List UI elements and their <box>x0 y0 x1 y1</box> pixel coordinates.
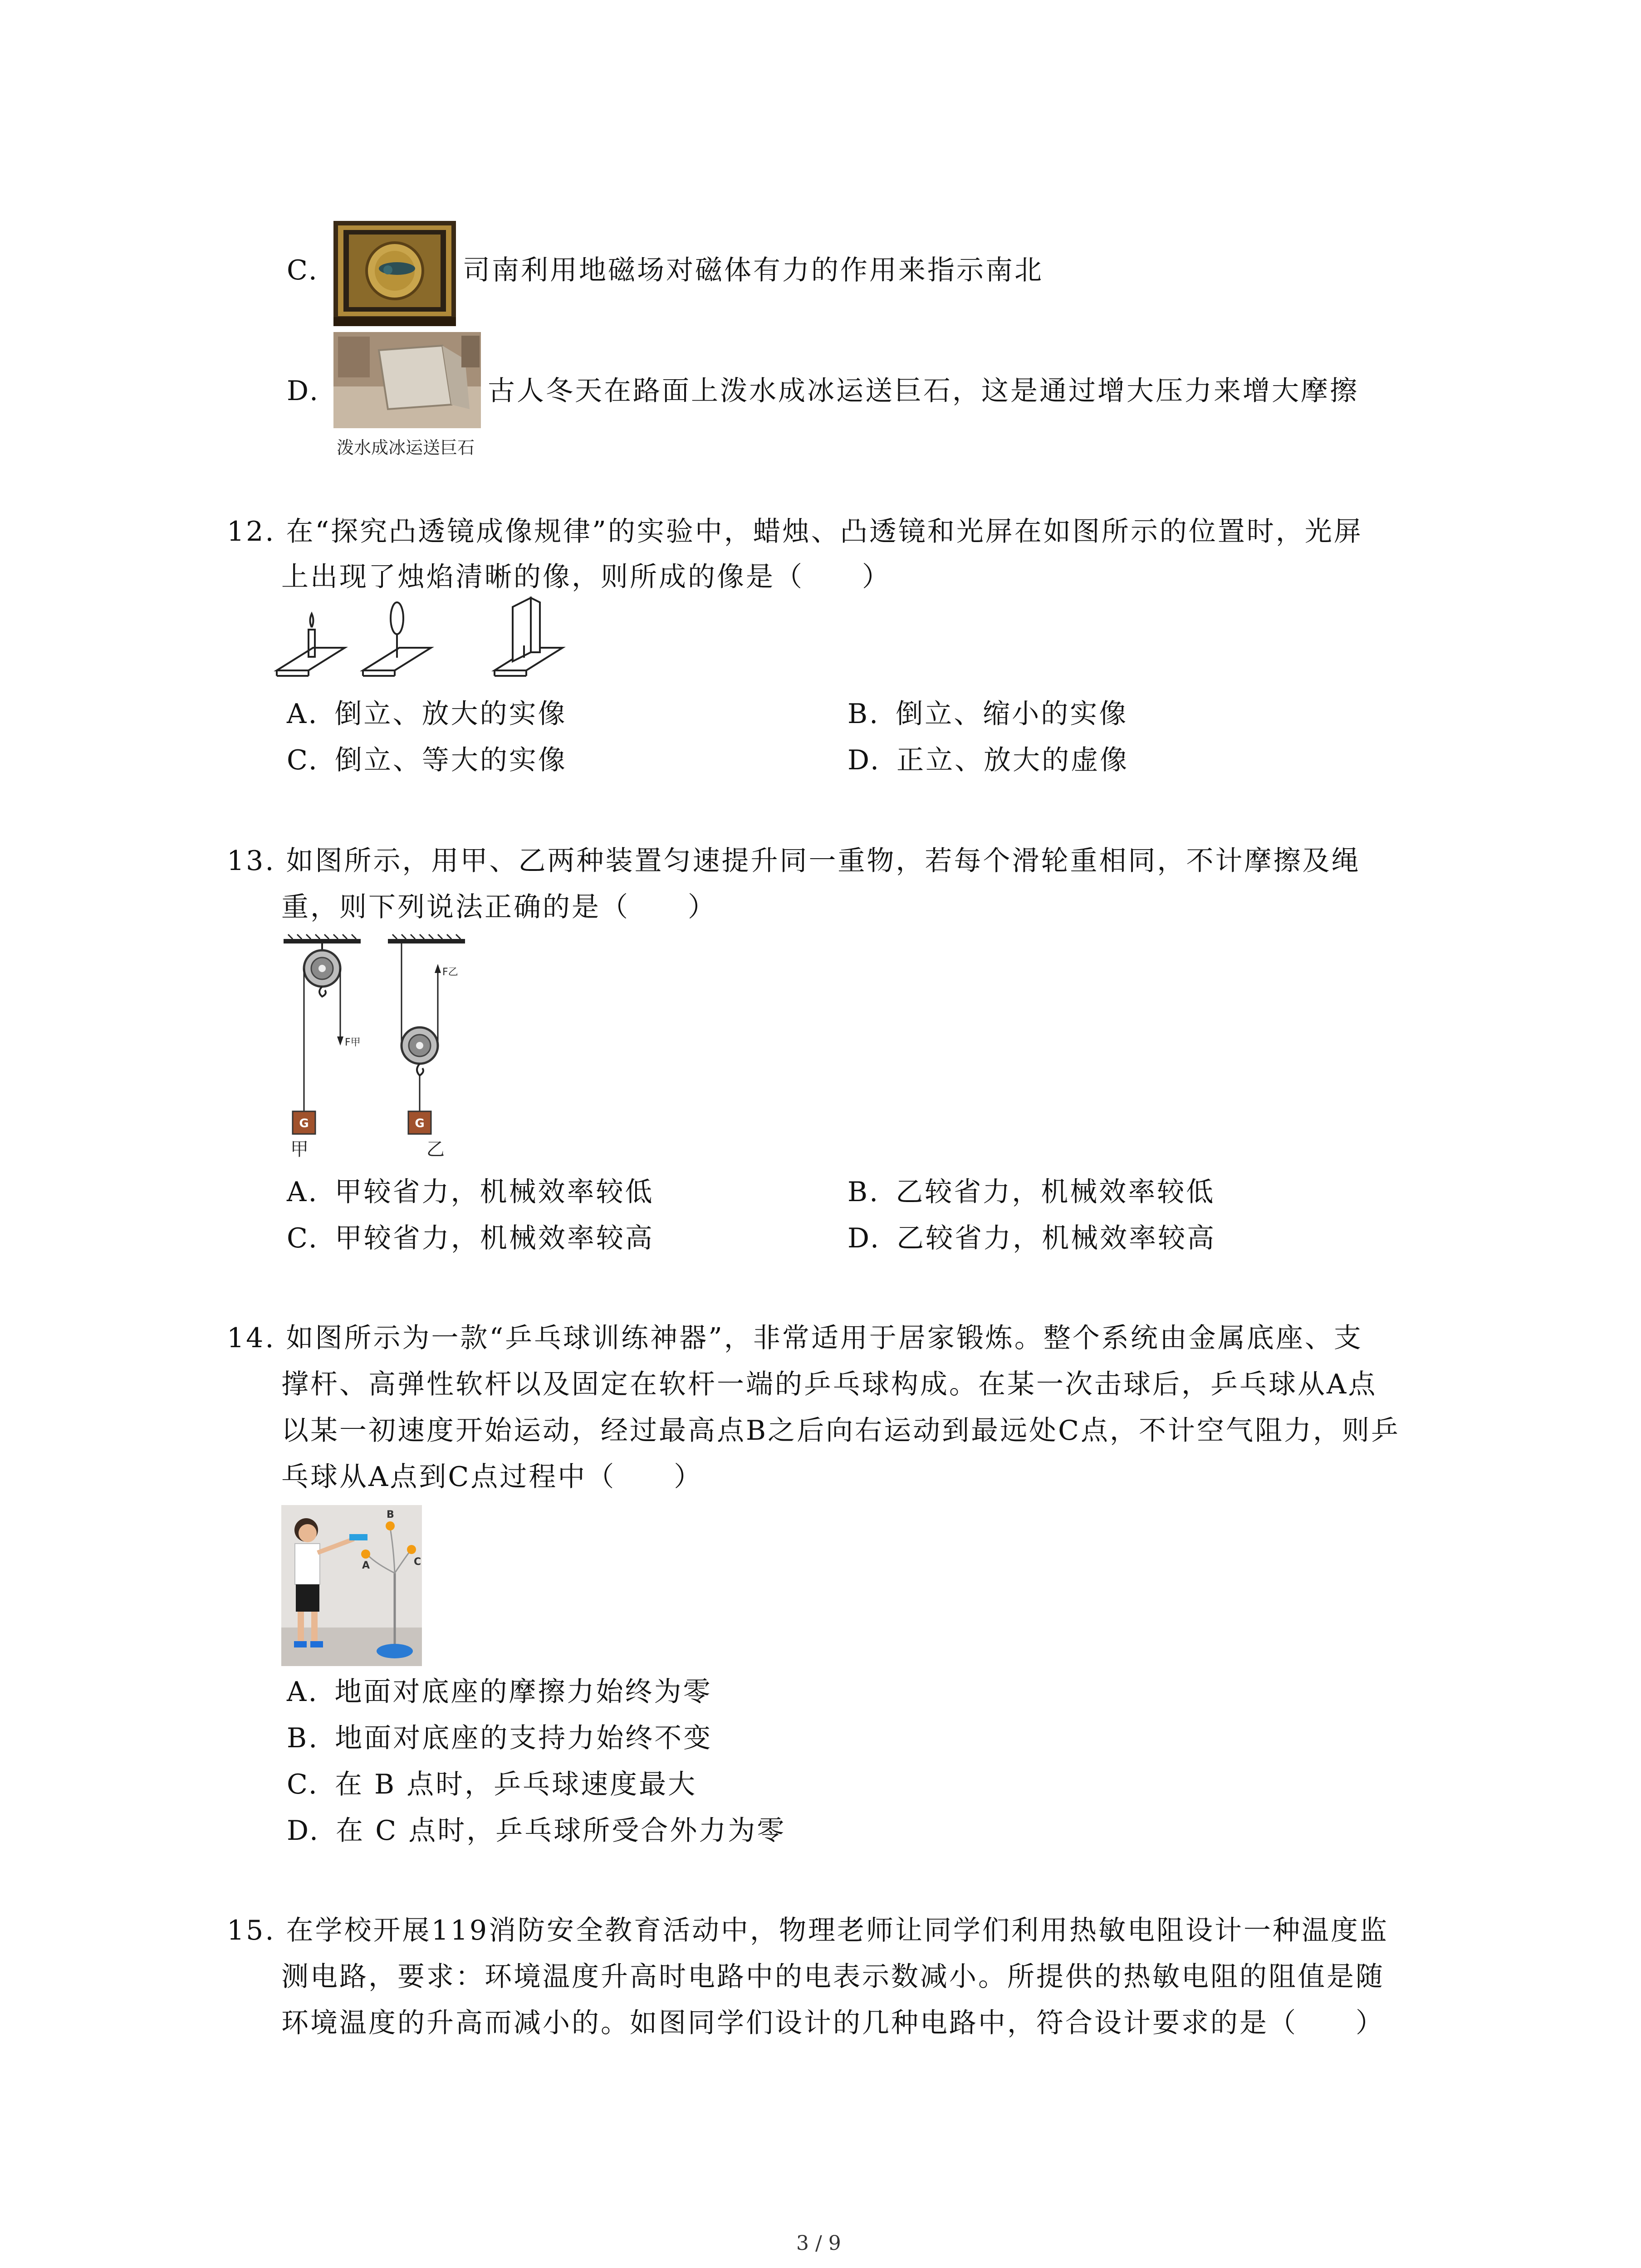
choice-d[interactable] <box>847 1216 1216 1261</box>
option-letter: B. <box>847 1176 880 1208</box>
pulley-figure <box>279 934 533 1170</box>
figure-label-yi: 乙 <box>426 1139 445 1160</box>
lens-experiment-figure <box>277 602 585 689</box>
choice-c[interactable] <box>287 1762 697 1807</box>
choice-c[interactable] <box>287 738 567 783</box>
choice-b[interactable] <box>847 691 1128 737</box>
option-letter: A. <box>287 698 319 730</box>
option-letter: D. <box>847 1222 881 1254</box>
question-stem-line: 14. 如图所示为一款“乒乓球训练神器”，非常适用于居家锻炼。整个系统由金属底座、支 <box>227 1322 1363 1354</box>
option-letter: D. <box>287 375 320 407</box>
choice-b[interactable] <box>847 1169 1215 1215</box>
choice-d[interactable] <box>847 738 1129 783</box>
option-text: 在 B 点时，乒乓球速度最大 <box>334 1769 697 1800</box>
option-letter: B. <box>287 1722 319 1754</box>
weight-label: G <box>415 1117 425 1130</box>
option-text: 甲较省力，机械效率较低 <box>334 1176 654 1208</box>
point-b-label: B <box>387 1509 394 1520</box>
question-stem-line: 撑杆、高弹性软杆以及固定在软杆一端的乒乓球构成。在某一次击球后，乒乓球从A点 <box>281 1369 1377 1400</box>
option-text: 倒立、等大的实像 <box>334 744 567 776</box>
choice-d[interactable] <box>287 1808 786 1853</box>
question-stem-line: 15. 在学校开展119消防安全教育活动中，物理老师让同学们利用热敏电阻设计一种温度监 <box>227 1915 1389 1946</box>
choice-b[interactable] <box>287 1716 712 1761</box>
option-text: 地面对底座的摩擦力始终为零 <box>334 1676 712 1708</box>
option-text: 倒立、缩小的实像 <box>896 698 1128 730</box>
force-label-yi: F乙 <box>442 967 458 978</box>
image-caption: 泼水成冰运送巨石 <box>337 438 475 458</box>
option-letter: B. <box>847 698 880 730</box>
weight-label: G <box>299 1117 309 1130</box>
question-stem-line: 环境温度的升高而减小的。如图同学们设计的几种电路中，符合设计要求的是（ ） <box>281 2007 1385 2039</box>
pingpong-trainer-photo <box>281 1505 422 1666</box>
option-text: 乙较省力，机械效率较高 <box>896 1222 1216 1254</box>
option-text: 倒立、放大的实像 <box>334 698 567 730</box>
option-letter: C. <box>287 1769 319 1800</box>
figure-label-jia: 甲 <box>290 1139 309 1160</box>
option-text: 地面对底座的支持力始终不变 <box>335 1722 713 1754</box>
question-stem-line: 测电路，要求：环境温度升高时电路中的电表示数减小。所提供的热敏电阻的阻值是随 <box>281 1961 1385 1993</box>
question-stem-line: 乓球从A点到C点过程中（ ） <box>281 1461 703 1493</box>
question-stem-line: 上出现了烛焰清晰的像，则所成的像是（ ） <box>281 561 891 593</box>
option-text: 正立、放大的虚像 <box>896 744 1129 776</box>
option-letter: C. <box>287 744 319 776</box>
point-a-label: A <box>362 1560 370 1571</box>
point-c-label: C <box>414 1556 421 1568</box>
page-number: 3 / 9 <box>796 2232 841 2255</box>
force-label-jia: F甲 <box>345 1037 361 1048</box>
choice-c[interactable] <box>287 1216 654 1261</box>
option-text: 司南利用地磁场对磁体有力的作用来指示南北 <box>463 254 1043 286</box>
option-letter: A. <box>287 1676 319 1708</box>
option-letter: D. <box>847 744 881 776</box>
option-letter: A. <box>287 1176 319 1208</box>
option-text: 乙较省力，机械效率较低 <box>896 1176 1215 1208</box>
question-stem-line: 12. 在“探究凸透镜成像规律”的实验中，蜡烛、凸透镜和光屏在如图所示的位置时，光屏 <box>227 516 1363 547</box>
option-text: 在 C 点时，乒乓球所受合外力为零 <box>336 1815 786 1847</box>
question-stem-line: 以某一初速度开始运动，经过最高点B之后向右运动到最远处C点，不计空气阻力，则乒 <box>281 1415 1400 1447</box>
option-text: 甲较省力，机械效率较高 <box>334 1222 654 1254</box>
option-letter: D. <box>287 1815 320 1847</box>
question-stem-line: 13. 如图所示，用甲、乙两种装置匀速提升同一重物，若每个滑轮重相同，不计摩擦及绳 <box>227 845 1361 877</box>
choice-a[interactable] <box>287 691 567 737</box>
question-stem-line: 重，则下列说法正确的是（ ） <box>281 891 717 923</box>
option-letter: C. <box>287 254 319 286</box>
choice-a[interactable] <box>287 1169 654 1215</box>
option-text: 古人冬天在路面上泼水成冰运送巨石，这是通过增大压力来增大摩擦 <box>488 375 1359 407</box>
stone-transport-image <box>333 332 481 428</box>
choice-a[interactable] <box>287 1669 712 1715</box>
sinan-compass-image <box>333 221 456 326</box>
option-letter: C. <box>287 1222 319 1254</box>
